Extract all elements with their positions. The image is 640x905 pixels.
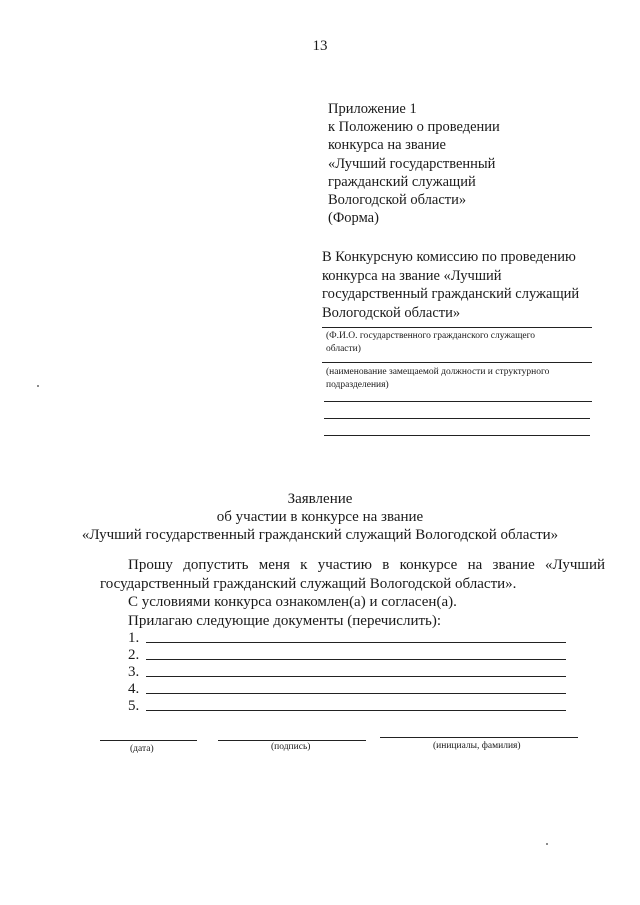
document-item: 2. <box>128 647 140 663</box>
document-field-line[interactable] <box>146 710 566 711</box>
name-field-line[interactable] <box>380 737 578 738</box>
document-field-line[interactable] <box>146 659 566 660</box>
request-paragraph: Прошу допустить меня к участию в конкурсе на звание «Лучший государственный гражданский служащий Вологодской области». <box>100 557 605 592</box>
appendix-line: Приложение 1 <box>328 101 417 117</box>
position-field-line[interactable] <box>322 362 592 363</box>
appendix-header <box>328 100 500 227</box>
application-body <box>100 556 605 630</box>
blank-field-line[interactable] <box>324 435 590 436</box>
document-item: 3. <box>128 664 140 680</box>
date-field-line[interactable] <box>100 740 197 741</box>
appendix-line: к Положению о проведении <box>328 119 500 136</box>
document-field-line[interactable] <box>146 693 566 694</box>
form-label: (Форма) <box>328 210 379 227</box>
date-caption: (дата) <box>130 744 154 754</box>
documents-paragraph: Прилагаю следующие документы (перечислить): <box>128 612 442 629</box>
appendix-line: гражданский служащий <box>328 173 476 190</box>
fio-caption: (Ф.И.О. государственного гражданского служащего области) <box>326 331 536 354</box>
addressee-block <box>322 248 579 322</box>
appendix-line: «Лучший государственный <box>328 155 496 172</box>
signature-field-line[interactable] <box>218 740 366 741</box>
position-caption: (наименование замещаемой должности и структурного подразделения) <box>326 367 550 390</box>
blank-field-line[interactable] <box>324 401 592 402</box>
document-field-line[interactable] <box>146 676 566 677</box>
page-number: 13 <box>312 38 328 54</box>
document-item: 1. <box>128 630 140 646</box>
appendix-line: Вологодской области» <box>328 192 467 209</box>
appendix-line: конкурса на звание <box>328 137 446 154</box>
addressee-line: конкурса на звание «Лучший <box>322 267 502 284</box>
name-caption: (инициалы, фамилия) <box>433 741 521 751</box>
document-item: 5. <box>128 698 140 714</box>
addressee-line: государственный гражданский служащий <box>322 286 580 302</box>
fio-field-line[interactable] <box>322 327 592 328</box>
scan-speck <box>37 385 39 387</box>
document-field-line[interactable] <box>146 642 566 643</box>
application-title: Заявление об участии в конкурсе на звание «Лучший государственный гражданский служащий Вологодской области» <box>81 491 559 543</box>
agreement-paragraph: С условиями конкурса ознакомлен(а) и согласен(а). <box>128 594 457 611</box>
document-item: 4. <box>128 681 140 697</box>
scan-speck <box>546 843 548 845</box>
signature-caption: (подпись) <box>271 742 311 752</box>
blank-field-line[interactable] <box>324 418 590 419</box>
addressee-line: Вологодской области» <box>322 304 461 321</box>
addressee-line: В Конкурсную комиссию по проведению <box>322 249 576 265</box>
